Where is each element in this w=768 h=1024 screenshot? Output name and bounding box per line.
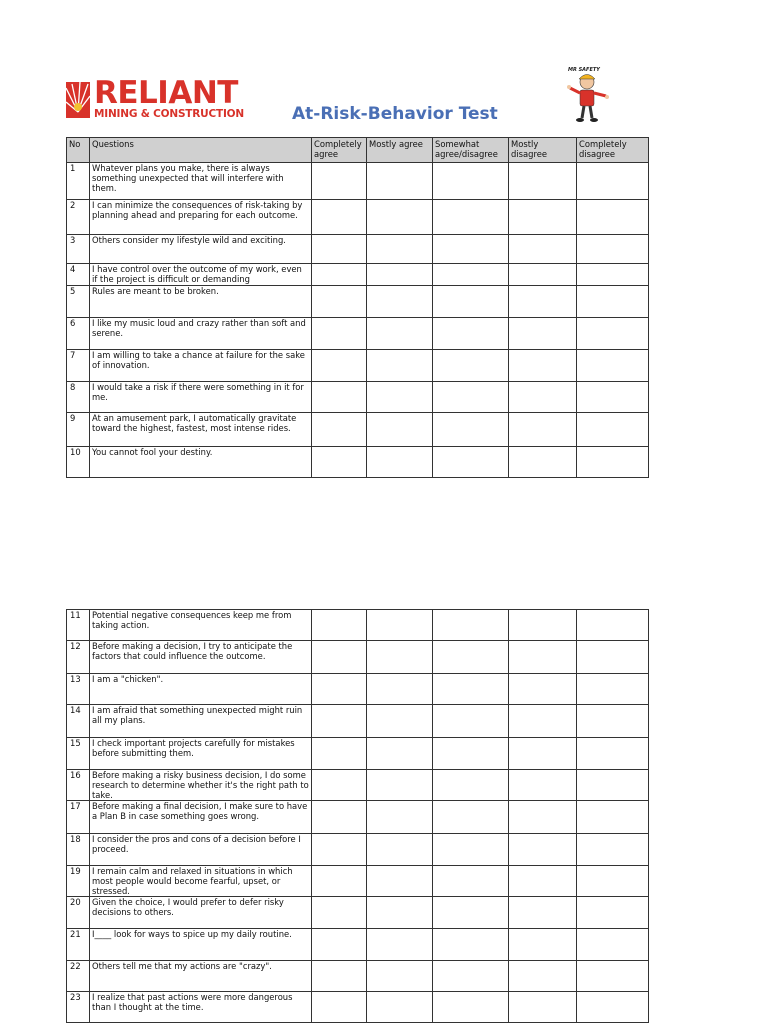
answer-cell-completely-agree[interactable] — [312, 413, 367, 447]
question-text: Given the choice, I would prefer to defer risky decisions to others. — [90, 897, 312, 929]
answer-cell-somewhat[interactable] — [433, 318, 509, 350]
logo-subtitle: MINING & CONSTRUCTION — [94, 108, 244, 120]
answer-cell-mostly-disagree[interactable] — [509, 866, 577, 897]
table-row — [67, 200, 649, 235]
answer-cell-completely-disagree[interactable] — [577, 705, 649, 738]
answer-cell-somewhat[interactable] — [433, 235, 509, 264]
table-row — [67, 674, 649, 705]
answer-cell-mostly-agree[interactable] — [367, 382, 433, 413]
answer-cell-mostly-disagree[interactable] — [509, 235, 577, 264]
table-row — [67, 382, 649, 413]
answer-cell-completely-agree[interactable] — [312, 163, 367, 200]
answer-cell-mostly-disagree[interactable] — [509, 770, 577, 801]
answer-cell-completely-disagree[interactable] — [577, 264, 649, 286]
answer-cell-mostly-agree[interactable] — [367, 897, 433, 929]
answer-cell-completely-disagree[interactable] — [577, 801, 649, 834]
table-row — [67, 235, 649, 264]
questions-table-page-2 — [66, 609, 649, 1023]
answer-cell-somewhat[interactable] — [433, 413, 509, 447]
question-number: 19 — [67, 866, 90, 897]
question-text: I can minimize the consequences of risk-taking by planning ahead and preparing for each outcome. — [90, 200, 312, 235]
answer-cell-somewhat[interactable] — [433, 200, 509, 235]
answer-cell-mostly-agree[interactable] — [367, 961, 433, 992]
answer-cell-somewhat[interactable] — [433, 382, 509, 413]
answer-cell-somewhat[interactable] — [433, 992, 509, 1023]
answer-cell-completely-agree[interactable] — [312, 264, 367, 286]
question-text: Others tell me that my actions are "crazy". — [90, 961, 312, 992]
answer-cell-mostly-disagree[interactable] — [509, 834, 577, 866]
column-header-no: No — [67, 138, 90, 163]
answer-cell-completely-disagree[interactable] — [577, 674, 649, 705]
question-number: 5 — [67, 286, 90, 318]
answer-cell-completely-agree[interactable] — [312, 200, 367, 235]
answer-cell-somewhat[interactable] — [433, 163, 509, 200]
answer-cell-completely-agree[interactable] — [312, 866, 367, 897]
answer-cell-mostly-agree[interactable] — [367, 610, 433, 641]
table-row — [67, 264, 649, 286]
answer-cell-completely-disagree[interactable] — [577, 897, 649, 929]
answer-cell-mostly-agree[interactable] — [367, 674, 433, 705]
question-text: I____ look for ways to spice up my daily routine. — [90, 929, 312, 961]
answer-cell-completely-agree[interactable] — [312, 738, 367, 770]
mr-safety-mascot — [560, 64, 614, 126]
table-row — [67, 705, 649, 738]
question-text: I would take a risk if there were something in it for me. — [90, 382, 312, 413]
answer-cell-completely-disagree[interactable] — [577, 610, 649, 641]
table-row — [67, 897, 649, 929]
question-number: 8 — [67, 382, 90, 413]
question-number: 17 — [67, 801, 90, 834]
answer-cell-mostly-agree[interactable] — [367, 801, 433, 834]
question-text: I have control over the outcome of my work, even if the project is difficult or demanding — [90, 264, 312, 286]
question-text: I consider the pros and cons of a decision before I proceed. — [90, 834, 312, 866]
table-row — [67, 286, 649, 318]
answer-cell-completely-disagree[interactable] — [577, 350, 649, 382]
question-number: 21 — [67, 929, 90, 961]
answer-cell-completely-agree[interactable] — [312, 610, 367, 641]
answer-cell-mostly-agree[interactable] — [367, 641, 433, 674]
answer-cell-completely-disagree[interactable] — [577, 235, 649, 264]
answer-cell-somewhat[interactable] — [433, 447, 509, 478]
question-number: 20 — [67, 897, 90, 929]
question-text: Potential negative consequences keep me from taking action. — [90, 610, 312, 641]
answer-cell-mostly-agree[interactable] — [367, 866, 433, 897]
question-text: Whatever plans you make, there is always something unexpected that will interfere with them. — [90, 163, 312, 200]
table-row — [67, 866, 649, 897]
answer-cell-completely-agree[interactable] — [312, 350, 367, 382]
answer-cell-somewhat[interactable] — [433, 674, 509, 705]
answer-cell-mostly-disagree[interactable] — [509, 961, 577, 992]
question-number: 15 — [67, 738, 90, 770]
answer-cell-mostly-disagree[interactable] — [509, 738, 577, 770]
answer-cell-mostly-agree[interactable] — [367, 992, 433, 1023]
question-text: I remain calm and relaxed in situations in which most people would become fearful, upset, or stressed. — [90, 866, 312, 897]
answer-cell-completely-agree[interactable] — [312, 674, 367, 705]
answer-cell-completely-agree[interactable] — [312, 318, 367, 350]
answer-cell-mostly-agree[interactable] — [367, 705, 433, 738]
table-row — [67, 350, 649, 382]
answer-cell-mostly-agree[interactable] — [367, 163, 433, 200]
question-text: At an amusement park, I automatically gravitate toward the highest, fastest, most intense rides. — [90, 413, 312, 447]
answer-cell-mostly-disagree[interactable] — [509, 674, 577, 705]
question-text: I am a "chicken". — [90, 674, 312, 705]
answer-cell-somewhat[interactable] — [433, 350, 509, 382]
answer-cell-mostly-disagree[interactable] — [509, 641, 577, 674]
answer-cell-completely-agree[interactable] — [312, 235, 367, 264]
answer-cell-mostly-agree[interactable] — [367, 350, 433, 382]
question-text: Before making a final decision, I make sure to have a Plan B in case something goes wrong. — [90, 801, 312, 834]
question-number: 6 — [67, 318, 90, 350]
question-text: Before making a decision, I try to anticipate the factors that could influence the outcome. — [90, 641, 312, 674]
answer-cell-mostly-disagree[interactable] — [509, 163, 577, 200]
question-number: 11 — [67, 610, 90, 641]
answer-cell-mostly-agree[interactable] — [367, 318, 433, 350]
question-number: 2 — [67, 200, 90, 235]
answer-cell-mostly-disagree[interactable] — [509, 897, 577, 929]
question-text: I realize that past actions were more dangerous than I thought at the time. — [90, 992, 312, 1023]
answer-cell-completely-agree[interactable] — [312, 447, 367, 478]
table-row — [67, 961, 649, 992]
question-text: I check important projects carefully for mistakes before submitting them. — [90, 738, 312, 770]
question-text: I am willing to take a chance at failure for the sake of innovation. — [90, 350, 312, 382]
answer-cell-somewhat[interactable] — [433, 641, 509, 674]
sunburst-icon — [66, 82, 90, 118]
table-row — [67, 318, 649, 350]
answer-cell-completely-disagree[interactable] — [577, 961, 649, 992]
question-number: 1 — [67, 163, 90, 200]
questions-table-page-1 — [66, 137, 649, 478]
answer-cell-mostly-disagree[interactable] — [509, 992, 577, 1023]
question-number: 13 — [67, 674, 90, 705]
answer-cell-mostly-agree[interactable] — [367, 738, 433, 770]
table-row — [67, 738, 649, 770]
answer-cell-completely-disagree[interactable] — [577, 866, 649, 897]
answer-cell-mostly-agree[interactable] — [367, 264, 433, 286]
answer-cell-somewhat[interactable] — [433, 286, 509, 318]
question-number: 22 — [67, 961, 90, 992]
answer-cell-mostly-disagree[interactable] — [509, 264, 577, 286]
column-header-completely-agree: Completely agree — [312, 138, 367, 163]
answer-cell-mostly-disagree[interactable] — [509, 413, 577, 447]
answer-cell-mostly-agree[interactable] — [367, 834, 433, 866]
answer-cell-mostly-agree[interactable] — [367, 447, 433, 478]
question-number: 14 — [67, 705, 90, 738]
answer-cell-somewhat[interactable] — [433, 264, 509, 286]
question-number: 4 — [67, 264, 90, 286]
answer-cell-completely-agree[interactable] — [312, 961, 367, 992]
answer-cell-completely-disagree[interactable] — [577, 770, 649, 801]
question-number: 12 — [67, 641, 90, 674]
table-row — [67, 413, 649, 447]
question-number: 3 — [67, 235, 90, 264]
table-row — [67, 992, 649, 1023]
answer-cell-completely-disagree[interactable] — [577, 447, 649, 478]
answer-cell-completely-agree[interactable] — [312, 705, 367, 738]
answer-cell-mostly-agree[interactable] — [367, 770, 433, 801]
answer-cell-completely-disagree[interactable] — [577, 318, 649, 350]
answer-cell-completely-disagree[interactable] — [577, 413, 649, 447]
answer-cell-somewhat[interactable] — [433, 801, 509, 834]
question-text: You cannot fool your destiny. — [90, 447, 312, 478]
answer-cell-mostly-disagree[interactable] — [509, 447, 577, 478]
answer-cell-mostly-agree[interactable] — [367, 413, 433, 447]
answer-cell-mostly-disagree[interactable] — [509, 318, 577, 350]
question-text: I like my music loud and crazy rather than soft and serene. — [90, 318, 312, 350]
table-row — [67, 929, 649, 961]
answer-cell-mostly-agree[interactable] — [367, 929, 433, 961]
answer-cell-completely-disagree[interactable] — [577, 200, 649, 235]
answer-cell-completely-agree[interactable] — [312, 770, 367, 801]
table-row — [67, 447, 649, 478]
answer-cell-somewhat[interactable] — [433, 770, 509, 801]
answer-cell-completely-agree[interactable] — [312, 992, 367, 1023]
mascot-figure-icon — [560, 64, 614, 126]
answer-cell-completely-disagree[interactable] — [577, 163, 649, 200]
answer-cell-somewhat[interactable] — [433, 929, 509, 961]
column-header-mostly-disagree: Mostly disagree — [509, 138, 577, 163]
table-row — [67, 610, 649, 641]
answer-cell-completely-agree[interactable] — [312, 897, 367, 929]
answer-cell-completely-disagree[interactable] — [577, 992, 649, 1023]
question-number: 7 — [67, 350, 90, 382]
answer-cell-completely-agree[interactable] — [312, 801, 367, 834]
page-title: At-Risk-Behavior Test — [292, 104, 498, 124]
answer-cell-mostly-agree[interactable] — [367, 200, 433, 235]
answer-cell-completely-agree[interactable] — [312, 834, 367, 866]
answer-cell-completely-disagree[interactable] — [577, 382, 649, 413]
table-row — [67, 801, 649, 834]
column-header-somewhat: Somewhat agree/disagree — [433, 138, 509, 163]
answer-cell-completely-disagree[interactable] — [577, 834, 649, 866]
answer-cell-mostly-disagree[interactable] — [509, 610, 577, 641]
answer-cell-completely-agree[interactable] — [312, 382, 367, 413]
column-header-mostly-agree: Mostly agree — [367, 138, 433, 163]
answer-cell-mostly-disagree[interactable] — [509, 350, 577, 382]
table-row — [67, 163, 649, 200]
answer-cell-mostly-disagree[interactable] — [509, 705, 577, 738]
answer-cell-mostly-disagree[interactable] — [509, 286, 577, 318]
question-number: 9 — [67, 413, 90, 447]
column-header-questions: Questions — [90, 138, 312, 163]
logo-wordmark: RELIANT — [94, 75, 238, 111]
answer-cell-mostly-disagree[interactable] — [509, 929, 577, 961]
question-number: 16 — [67, 770, 90, 801]
answer-cell-mostly-disagree[interactable] — [509, 200, 577, 235]
answer-cell-somewhat[interactable] — [433, 834, 509, 866]
question-text: Others consider my lifestyle wild and exciting. — [90, 235, 312, 264]
question-number: 18 — [67, 834, 90, 866]
answer-cell-somewhat[interactable] — [433, 610, 509, 641]
answer-cell-somewhat[interactable] — [433, 866, 509, 897]
answer-cell-completely-agree[interactable] — [312, 641, 367, 674]
answer-cell-mostly-disagree[interactable] — [509, 801, 577, 834]
answer-cell-completely-disagree[interactable] — [577, 641, 649, 674]
question-number: 23 — [67, 992, 90, 1023]
question-text: Rules are meant to be broken. — [90, 286, 312, 318]
question-text: Before making a risky business decision, I do some research to determine whether it's the right path to take. — [90, 770, 312, 801]
answer-cell-completely-disagree[interactable] — [577, 286, 649, 318]
answer-cell-completely-agree[interactable] — [312, 929, 367, 961]
answer-cell-somewhat[interactable] — [433, 961, 509, 992]
table-header-row — [67, 138, 649, 163]
table-row — [67, 770, 649, 801]
answer-cell-somewhat[interactable] — [433, 738, 509, 770]
table-row — [67, 834, 649, 866]
mascot-label: MR SAFETY — [568, 67, 600, 73]
answer-cell-completely-disagree[interactable] — [577, 929, 649, 961]
question-text: I am afraid that something unexpected might ruin all my plans. — [90, 705, 312, 738]
reliant-logo — [66, 75, 266, 122]
answer-cell-mostly-agree[interactable] — [367, 286, 433, 318]
answer-cell-mostly-agree[interactable] — [367, 235, 433, 264]
answer-cell-mostly-disagree[interactable] — [509, 382, 577, 413]
question-number: 10 — [67, 447, 90, 478]
answer-cell-completely-agree[interactable] — [312, 286, 367, 318]
answer-cell-completely-disagree[interactable] — [577, 738, 649, 770]
table-row — [67, 641, 649, 674]
answer-cell-somewhat[interactable] — [433, 897, 509, 929]
column-header-completely-disagree: Completely disagree — [577, 138, 649, 163]
answer-cell-somewhat[interactable] — [433, 705, 509, 738]
